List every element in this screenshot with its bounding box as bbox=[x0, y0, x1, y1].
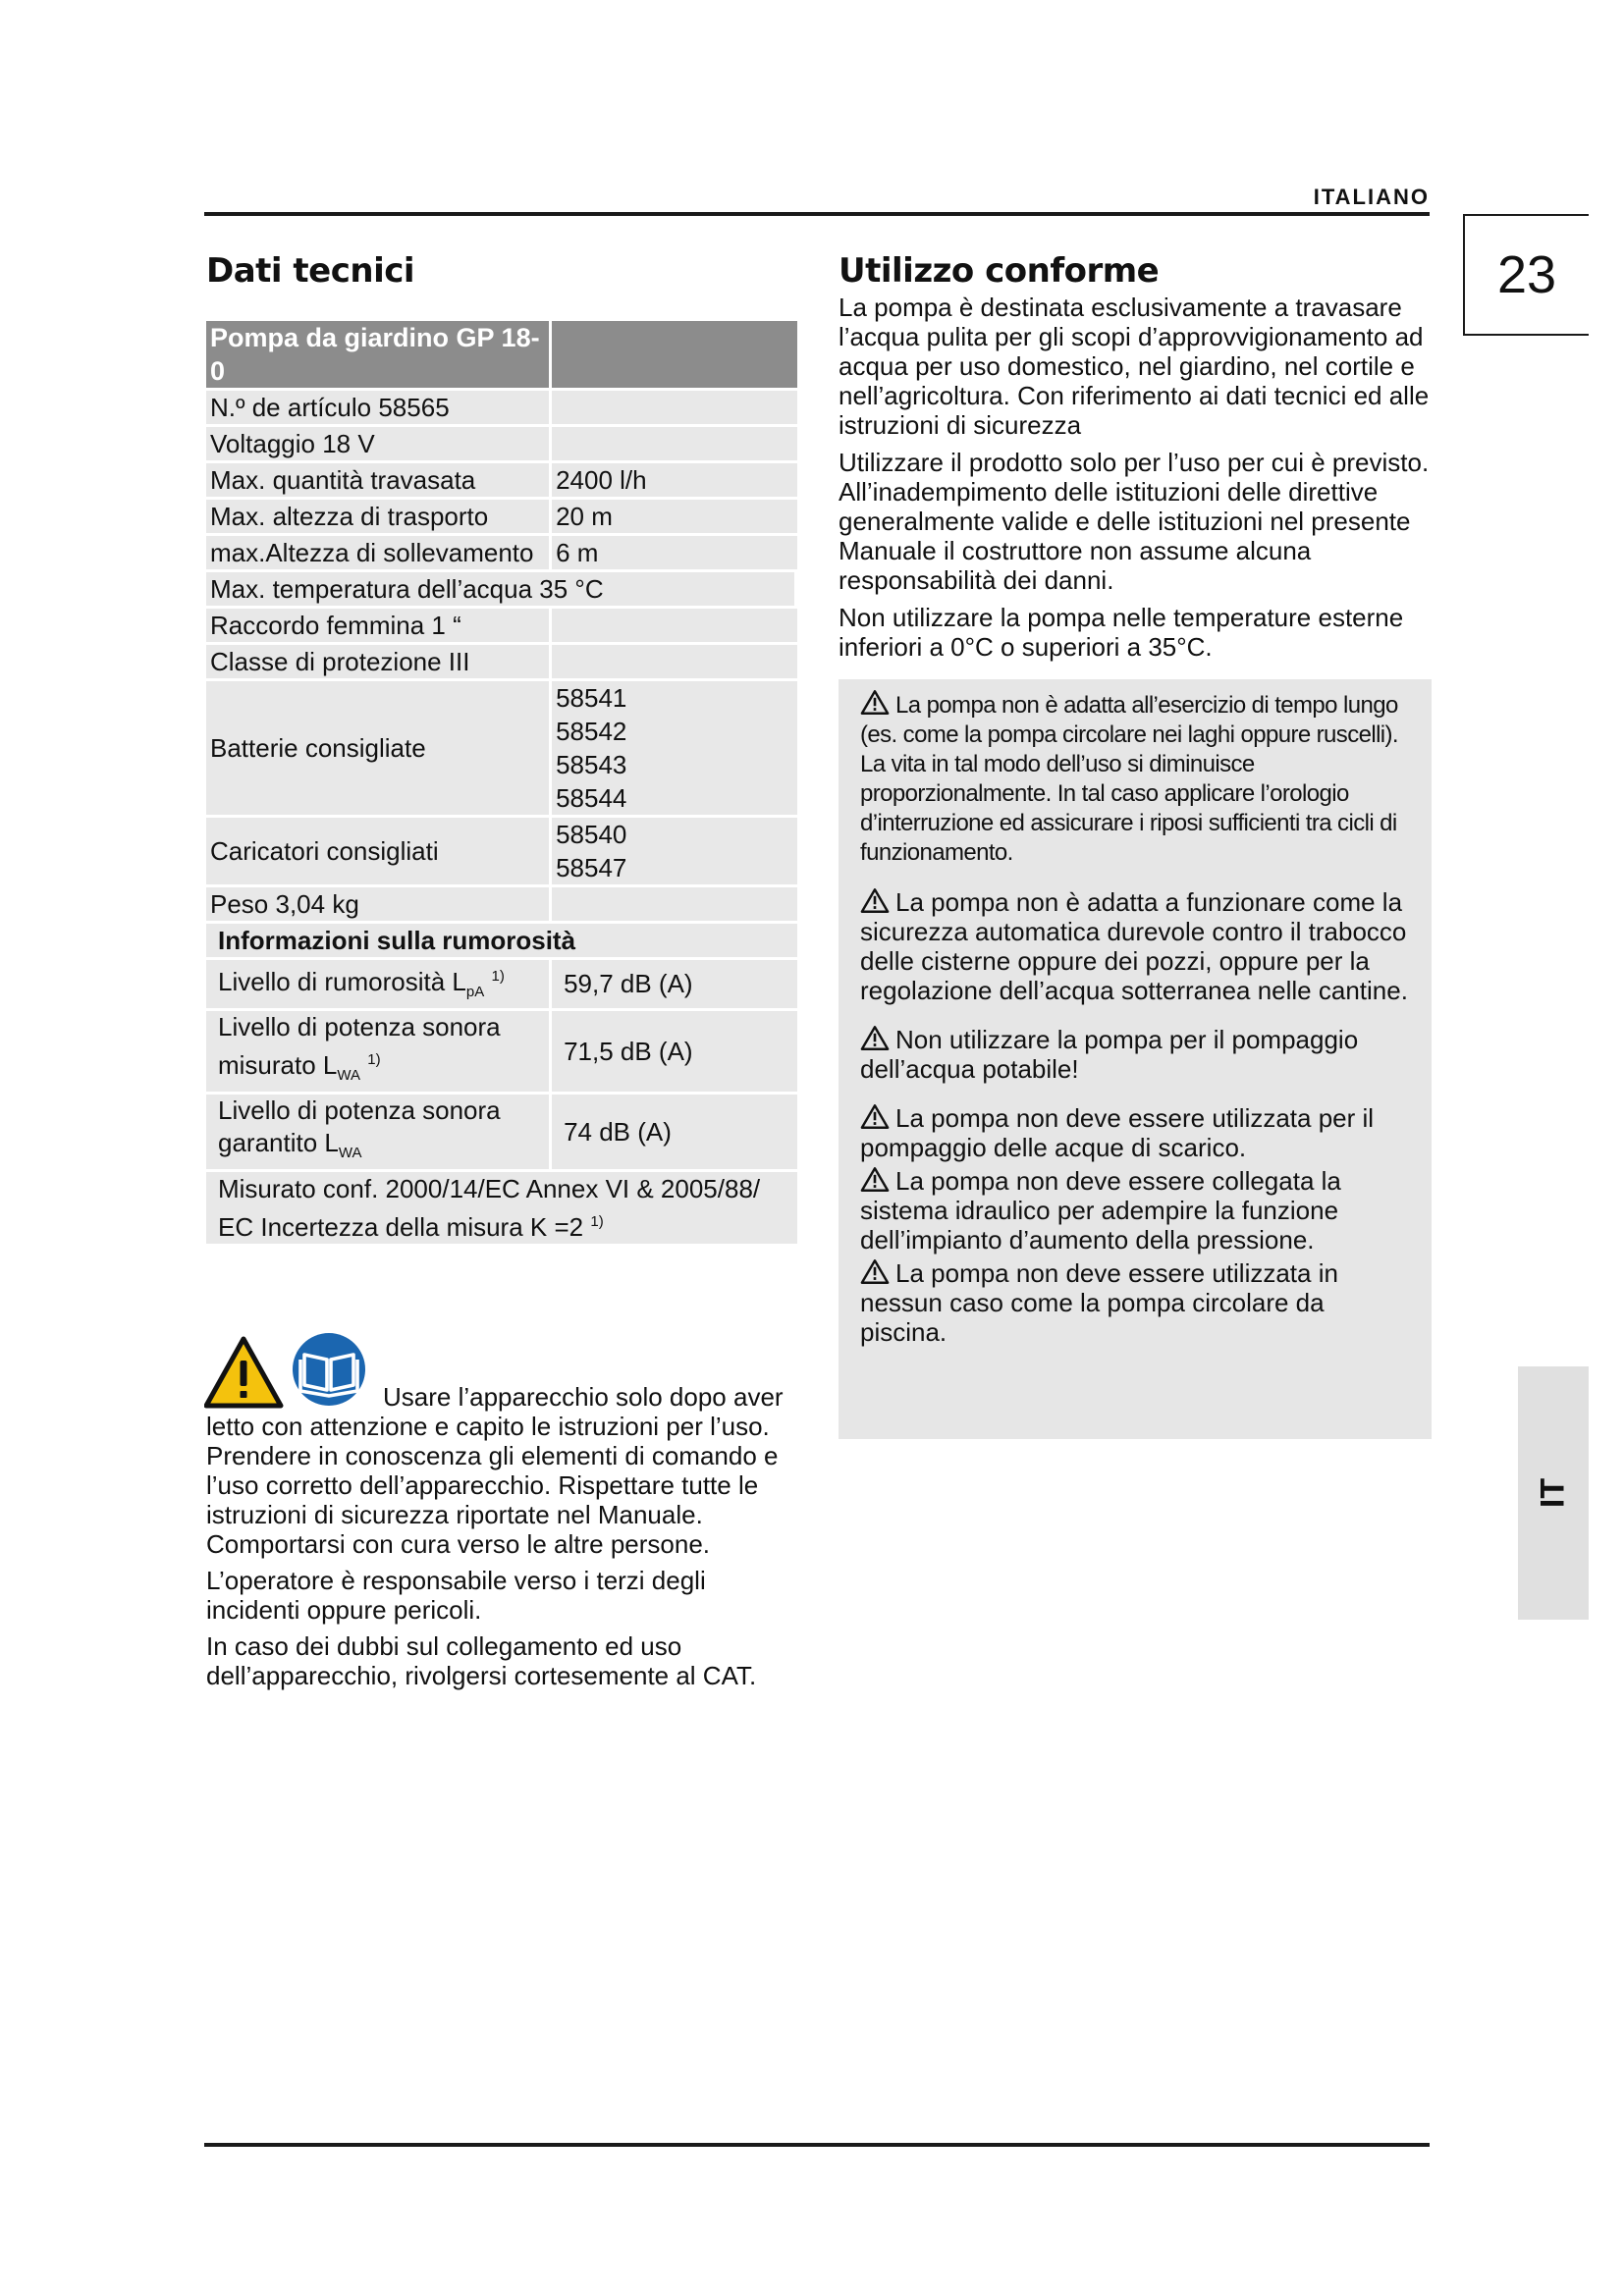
table-row bbox=[206, 572, 797, 606]
warning-item: La pompa non deve essere collegata la sistema idraulico per adempire la funzione dell’impianto d’aumento della pressione. bbox=[860, 1166, 1341, 1255]
table-row bbox=[206, 609, 797, 642]
tech-data-title: Dati tecnici bbox=[206, 251, 415, 291]
intended-use-text bbox=[839, 293, 1437, 669]
table-row bbox=[206, 887, 797, 921]
warning-item: La pompa non è adatta all’esercizio di tempo lungo (es. come la pompa circolare nei laghi oppure ruscelli). La vita in tal modo dell’uso si diminuisce proporzionalmente. In tal caso applicare l’orologio d’interruzione ed assicurare i riposi sufficienti tra cicli di funzionamento. bbox=[860, 689, 1410, 868]
table-header-row bbox=[206, 321, 797, 388]
warning-item: La pompa non deve essere utilizzata per il pompaggio delle acque di scarico. bbox=[860, 1103, 1375, 1162]
table-row bbox=[206, 391, 797, 424]
table-header: Pompa da giardino GP 18-0 bbox=[206, 321, 552, 388]
intended-use-paragraph: Utilizzare il prodotto solo per l’uso per cui è previsto. All’inadempimento delle istituzioni delle direttive generalmente valide e delle istituzioni nel presente Manuale il costruttore non assume alcuna responsabilità dei danni. bbox=[839, 448, 1430, 595]
warning-icon bbox=[860, 1258, 890, 1285]
measurement-note: Misurato conf. 2000/14/EC Annex VI & 2005/88/ EC Incertezza della misura K =2 $^{1)}$ bbox=[206, 1172, 797, 1244]
chargers-values bbox=[552, 818, 797, 884]
intended-use-paragraph: La pompa è destinata esclusivamente a travasare l’acqua pulita per gli scopi d’approvvigionamento ad acqua per uso domestico, nel giardino, nel cortile e nell’agricoltura. Con riferimento ai dati tecnici ed alle istruzioni di sicurezza bbox=[839, 293, 1430, 440]
protection-class: Classe di protezione III bbox=[206, 645, 552, 678]
table-row bbox=[206, 1095, 797, 1169]
intended-use-paragraph: Non utilizzare la pompa nelle temperature esterne inferiori a 0°C o superiori a 35°C. bbox=[839, 603, 1404, 662]
battery-item: 58542 bbox=[556, 717, 627, 746]
usage-notice bbox=[206, 1382, 805, 1697]
noise-pressure-value: 59,7 dB (A) bbox=[552, 960, 797, 1008]
table-row bbox=[206, 681, 797, 815]
article-number: N.º de artículo 58565 bbox=[206, 391, 552, 424]
warning-item: Non utilizzare la pompa per il pompaggio dell’acqua potabile! bbox=[860, 1025, 1359, 1084]
max-height-label: Max. altezza di trasporto bbox=[206, 500, 552, 533]
connection: Raccordo femmina 1 “ bbox=[206, 609, 552, 642]
voltage: Voltaggio 18 V bbox=[206, 427, 552, 460]
battery-item: 58541 bbox=[556, 683, 627, 713]
max-flow-label: Max. quantità travasata bbox=[206, 463, 552, 497]
warning-icon bbox=[860, 887, 890, 914]
charger-item: 58540 bbox=[556, 820, 627, 849]
notice-paragraph: L’operatore è responsabile verso i terzi degli incidenti oppure pericoli. bbox=[206, 1566, 706, 1625]
table-row bbox=[206, 924, 797, 957]
warnings-box bbox=[839, 679, 1432, 1439]
table-row bbox=[206, 427, 797, 460]
table-row bbox=[206, 1011, 797, 1092]
table-row bbox=[206, 818, 797, 884]
batteries-label: Batterie consigliate bbox=[206, 681, 552, 815]
language-tab bbox=[1518, 1366, 1589, 1620]
table-row bbox=[206, 463, 797, 497]
spec-table bbox=[206, 318, 797, 1247]
max-water-temp: Max. temperatura dell’acqua 35 °C bbox=[206, 572, 797, 606]
max-height-value: 20 m bbox=[552, 500, 797, 533]
page-number: 23 bbox=[1463, 214, 1589, 336]
max-lift-value: 6 m bbox=[552, 536, 797, 569]
warning-icon bbox=[860, 689, 890, 716]
noise-power-measured-label: Livello di potenza sonora misurato $L_{WA}$ $^{1)}$ bbox=[206, 1011, 552, 1092]
warning-icon bbox=[860, 1166, 890, 1193]
noise-power-guaranteed-label: Livello di potenza sonora garantito $L_{WA}$ bbox=[206, 1095, 552, 1169]
chargers-label: Caricatori consigliati bbox=[206, 818, 552, 884]
noise-pressure-label: Livello di rumorosità $L_{pA}$ $^{1)}$ bbox=[206, 960, 552, 1008]
weight: Peso 3,04 kg bbox=[206, 887, 552, 921]
table-row bbox=[206, 536, 797, 569]
warning-item: La pompa non è adatta a funzionare come la sicurezza automatica durevole contro il trabocco delle cisterne oppure dei pozzi, oppure per la regolazione dell’acqua sotterranea nelle cantine. bbox=[860, 887, 1408, 1005]
notice-paragraph: Usare l’apparecchio solo dopo aver letto con attenzione e capito le istruzioni per l’uso. Prendere in conoscenza gli elementi di comando e l’uso corretto dell’apparecchio. Rispettare tutte le istruzioni di sicurezza riportate nel Manuale. Comportarsi con cura verso le altre persone. bbox=[206, 1382, 784, 1559]
warning-item: La pompa non deve essere utilizzata in nessun caso come la pompa circolare da piscina. bbox=[860, 1258, 1338, 1347]
table-row bbox=[206, 1172, 797, 1244]
max-flow-value: 2400 l/h bbox=[552, 463, 797, 497]
intended-use-title: Utilizzo conforme bbox=[839, 251, 1160, 291]
noise-title: Informazioni sulla rumorosità bbox=[206, 924, 797, 957]
charger-item: 58547 bbox=[556, 853, 627, 882]
table-row bbox=[206, 645, 797, 678]
language-tab-label: IT bbox=[1534, 1477, 1572, 1509]
top-rule bbox=[204, 212, 1430, 216]
warning-icon bbox=[860, 1103, 890, 1130]
noise-power-measured-value: 71,5 dB (A) bbox=[552, 1011, 797, 1092]
bottom-rule bbox=[204, 2143, 1430, 2147]
noise-power-guaranteed-value: 74 dB (A) bbox=[552, 1095, 797, 1169]
language-header: ITALIANO bbox=[1313, 185, 1430, 209]
table-row bbox=[206, 500, 797, 533]
battery-item: 58544 bbox=[556, 783, 627, 813]
max-lift-label: max.Altezza di sollevamento bbox=[206, 536, 552, 569]
batteries-values bbox=[552, 681, 797, 815]
table-row bbox=[206, 960, 797, 1008]
battery-item: 58543 bbox=[556, 750, 627, 779]
notice-paragraph: In caso dei dubbi sul collegamento ed uso dell’apparecchio, rivolgersi cortesemente al CAT. bbox=[206, 1631, 757, 1690]
warning-icon bbox=[860, 1025, 890, 1051]
